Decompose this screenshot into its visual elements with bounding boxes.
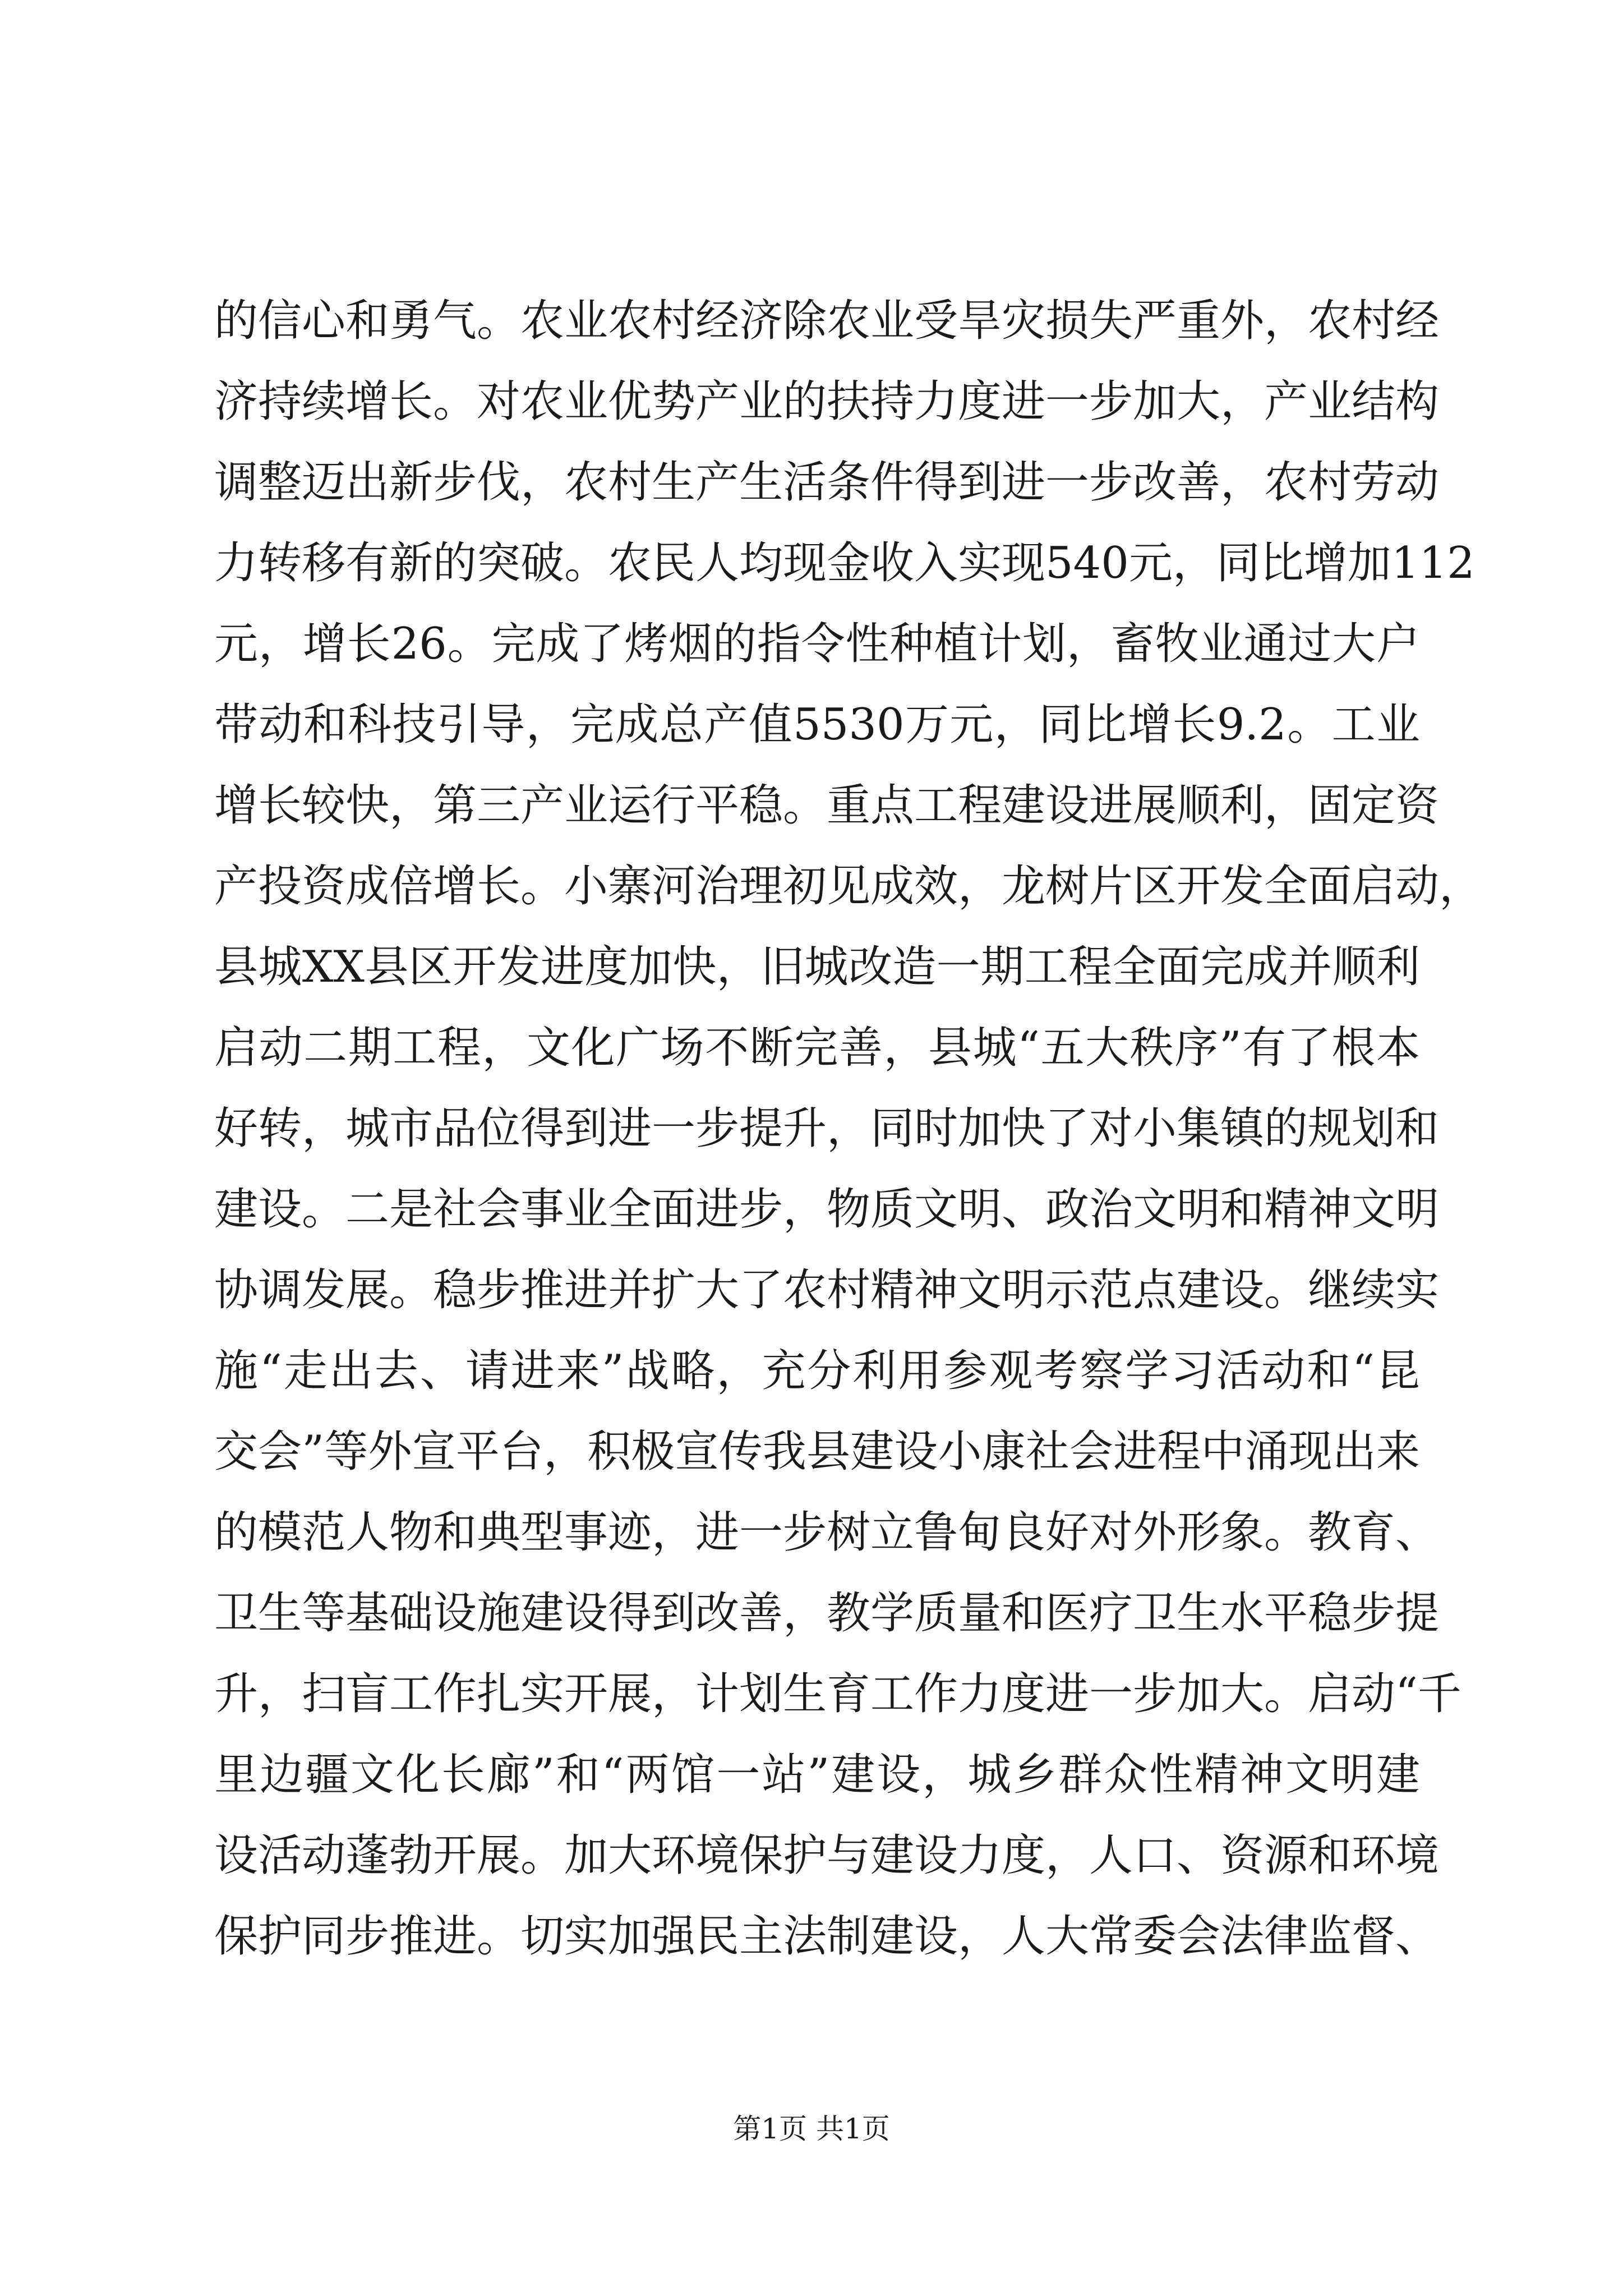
text-line: 的模范人物和典型事迹，进一步树立鲁甸良好对外形象。教育、: [214, 1507, 1440, 1558]
text-line: 力转移有新的突破。农民人均现金收入实现540元，同比增加112: [214, 538, 1475, 588]
body-text: [214, 280, 1483, 1977]
text-line: 建设。二是社会事业全面进步，物质文明、政治文明和精神文明: [214, 1184, 1440, 1235]
text-line: 施“走出去、请进来”战略，充分利用参观考察学习活动和“昆: [214, 1346, 1420, 1396]
text-line: 带动和科技引导，完成总产值5530万元，同比增长9.2。工业: [214, 700, 1420, 750]
text-line: 升，扫盲工作扎实开展，计划生育工作力度进一步加大。启动“千: [214, 1669, 1461, 1719]
text-line: 卫生等基础设施建设得到改善，教学质量和医疗卫生水平稳步提: [214, 1588, 1440, 1639]
text-line: 启动二期工程，文化广场不断完善，县城“五大秩序”有了根本: [214, 1023, 1420, 1073]
text-line: 增长较快，第三产业运行平稳。重点工程建设进展顺利，固定资: [214, 780, 1440, 831]
text-line: 县城XX县区开发进度加快，旧城改造一期工程全面完成并顺利: [214, 942, 1420, 992]
text-line: 调整迈出新步伐，农村生产生活条件得到进一步改善，农村劳动: [214, 457, 1440, 508]
text-line: 设活动蓬勃开展。加大环境保护与建设力度，人口、资源和环境: [214, 1830, 1440, 1881]
page-number-label: 第1页 共1页: [733, 2113, 890, 2145]
text-line: 好转，城市品位得到进一步提升，同时加快了对小集镇的规划和: [214, 1103, 1440, 1154]
text-line: 交会”等外宣平台，积极宣传我县建设小康社会进程中涌现出来: [214, 1427, 1420, 1477]
text-line: 保护同步推进。切实加强民主法制建设，人大常委会法律监督、: [214, 1911, 1440, 1962]
page-footer: [0, 2112, 1623, 2146]
text-line: 产投资成倍增长。小寨河治理初见成效，龙树片区开发全面启动，: [214, 861, 1483, 912]
text-line: 里边疆文化长廊”和“两馆一站”建设，城乡群众性精神文明建: [214, 1750, 1420, 1800]
text-line: 的信心和勇气。农业农村经济除农业受旱灾损失严重外，农村经: [214, 296, 1440, 346]
text-line: 济持续增长。对农业优势产业的扶持力度进一步加大，产业结构: [214, 376, 1440, 427]
text-line: 元，增长26。完成了烤烟的指令性种植计划，畜牧业通过大户: [214, 619, 1420, 669]
text-line: 协调发展。稳步推进并扩大了农村精神文明示范点建设。继续实: [214, 1265, 1440, 1315]
